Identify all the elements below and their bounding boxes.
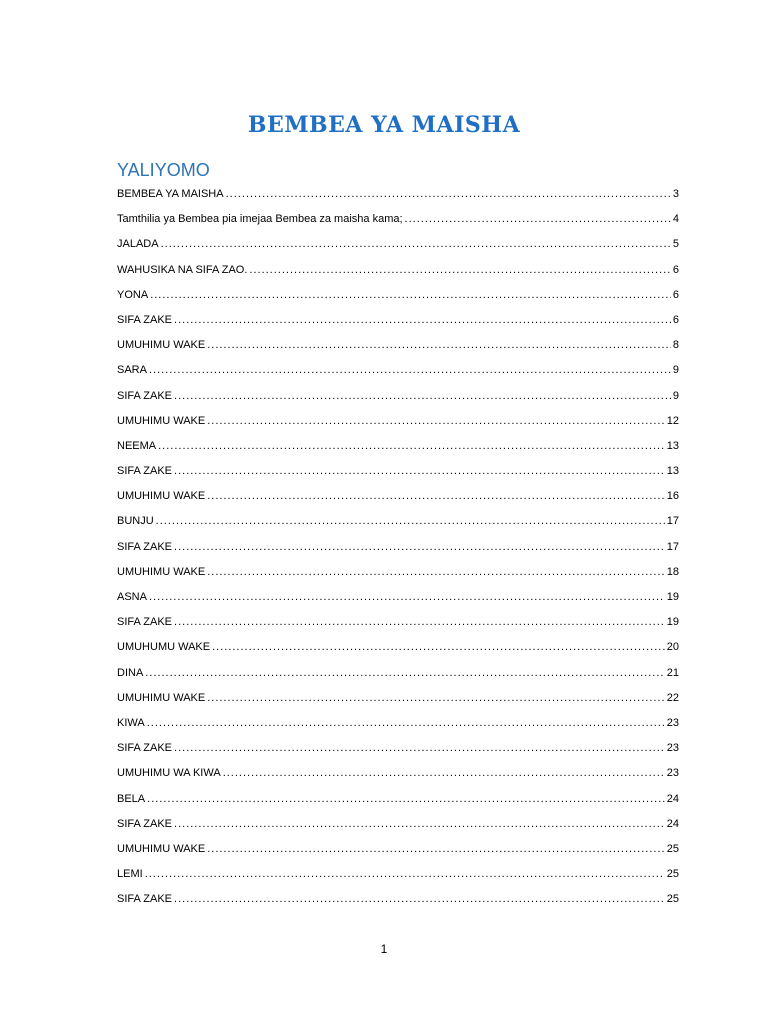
toc-entry-label: SIFA ZAKE [117,817,173,830]
toc-entry-page: 20 [666,641,679,654]
dot-leader [223,761,665,786]
toc-entry[interactable] [117,761,679,786]
toc-entry[interactable] [117,207,679,232]
toc-entry-label: SIFA ZAKE [117,389,173,402]
toc-entry-label: SIFA ZAKE [117,465,173,478]
toc-entry[interactable] [117,333,679,358]
toc-entry-label: LEMI [117,868,143,881]
toc-entry-page: 18 [666,565,679,578]
toc-entry[interactable] [117,560,679,585]
toc-entry-label: SIFA ZAKE [117,616,173,629]
toc-entry-label: UMUHIMU WAKE [117,691,206,704]
dot-leader [145,862,665,887]
dot-leader [174,887,665,912]
dot-leader [174,736,665,761]
toc-entry-label: UMUHIMU WAKE [117,490,206,503]
dot-leader [207,333,671,358]
toc-entry-label: NEEMA [117,439,157,452]
toc-entry-page: 9 [672,364,679,377]
toc-entry-page: 6 [672,263,679,276]
toc-entry-page: 19 [666,591,679,603]
toc-entry-page: 13 [666,465,679,478]
toc-entry-label: BEMBEA YA MAISHA [117,188,224,200]
dot-leader [161,232,671,257]
dot-leader [174,384,671,409]
toc-entry-label: BELA [117,792,146,805]
toc-entry[interactable] [117,661,679,686]
dot-leader [207,560,665,585]
toc-entry[interactable] [117,585,679,610]
toc-entry-page: 8 [672,339,679,352]
toc-entry-page: 24 [666,817,679,830]
dot-leader [174,812,665,837]
dot-leader [212,635,665,660]
table-of-contents [117,182,679,912]
toc-entry[interactable] [117,509,679,534]
dot-leader [174,308,671,333]
toc-entry[interactable] [117,232,679,257]
toc-entry-label: Tamthilia ya Bembea pia imejaa Bembea za maisha kama; [117,213,403,226]
toc-entry-label: SIFA ZAKE [117,313,173,326]
dot-leader [207,484,665,509]
toc-entry-page: 17 [666,540,679,553]
dot-leader [174,459,665,484]
toc-entry-label: UMUHUMU WAKE [117,641,211,654]
toc-entry-label: UMUHIMU WAKE [117,842,206,855]
toc-entry[interactable] [117,384,679,409]
toc-entry[interactable] [117,635,679,660]
toc-entry[interactable] [117,484,679,509]
toc-entry-page: 12 [666,414,679,427]
toc-entry-page: 16 [666,490,679,503]
toc-entry-page: 6 [672,313,679,326]
toc-entry-page: 6 [672,288,679,301]
toc-entry-page: 25 [666,842,679,855]
toc-entry[interactable] [117,887,679,912]
toc-entry[interactable] [117,258,679,283]
toc-entry-page: 5 [672,238,679,251]
toc-entry[interactable] [117,358,679,383]
toc-entry-page: 25 [666,868,679,881]
dot-leader [147,787,665,812]
page-number: 1 [380,942,388,956]
toc-entry-page: 24 [666,792,679,805]
toc-entry-label: JALADA [117,238,159,251]
toc-entry-label: SIFA ZAKE [117,742,173,755]
toc-entry[interactable] [117,711,679,736]
dot-leader [207,409,665,434]
toc-entry[interactable] [117,182,679,207]
dot-leader [207,837,665,862]
dot-leader [150,283,671,308]
toc-entry-page: 4 [672,213,679,226]
toc-entry[interactable] [117,787,679,812]
toc-entry[interactable] [117,535,679,560]
toc-entry-page: 22 [666,691,679,704]
toc-entry[interactable] [117,409,679,434]
toc-entry-label: UMUHIMU WA KIWA [117,767,221,780]
dot-leader [249,258,670,283]
toc-entry-page: 25 [666,893,679,906]
dot-leader [405,207,671,232]
toc-entry[interactable] [117,308,679,333]
toc-entry[interactable] [117,459,679,484]
toc-entry-page: 23 [666,767,679,780]
toc-entry-label: UMUHIMU WAKE [117,339,206,352]
dot-leader [147,711,665,736]
toc-entry-page: 9 [672,389,679,402]
dot-leader [149,585,665,610]
toc-entry-label: ASNA [117,591,147,603]
toc-entry-page: 23 [666,742,679,755]
toc-entry[interactable] [117,862,679,887]
toc-entry-label: KIWA [117,716,145,729]
dot-leader [158,434,665,459]
toc-entry-page: 17 [666,515,679,528]
toc-entry-label: SARA [117,364,147,377]
dot-leader [174,610,665,635]
dot-leader [226,182,671,207]
toc-entry-page: 19 [666,616,679,629]
toc-entry-page: 21 [666,666,679,679]
toc-entry[interactable] [117,686,679,711]
toc-heading: YALIYOMO [117,160,210,180]
dot-leader [145,661,664,686]
toc-entry[interactable] [117,434,679,459]
toc-entry-label: UMUHIMU WAKE [117,565,206,578]
dot-leader [156,509,665,534]
page-title: BEMBEA YA MAISHA [247,112,521,138]
dot-leader [174,535,665,560]
toc-entry-label: YONA [117,288,149,301]
toc-entry-page: 23 [666,716,679,729]
toc-entry-label: BUNJU [117,515,154,528]
toc-entry-label: DINA [117,666,144,679]
dot-leader [207,686,665,711]
toc-entry-page: 3 [672,188,679,200]
toc-entry-page: 13 [666,439,679,452]
toc-entry-label: WAHUSIKA NA SIFA ZAO. [117,263,248,276]
toc-entry-label: SIFA ZAKE [117,893,173,906]
toc-entry[interactable] [117,812,679,837]
toc-entry-label: UMUHIMU WAKE [117,414,206,427]
toc-entry[interactable] [117,736,679,761]
toc-entry[interactable] [117,283,679,308]
dot-leader [149,358,671,383]
toc-entry[interactable] [117,610,679,635]
toc-entry[interactable] [117,837,679,862]
toc-entry-label: SIFA ZAKE [117,540,173,553]
